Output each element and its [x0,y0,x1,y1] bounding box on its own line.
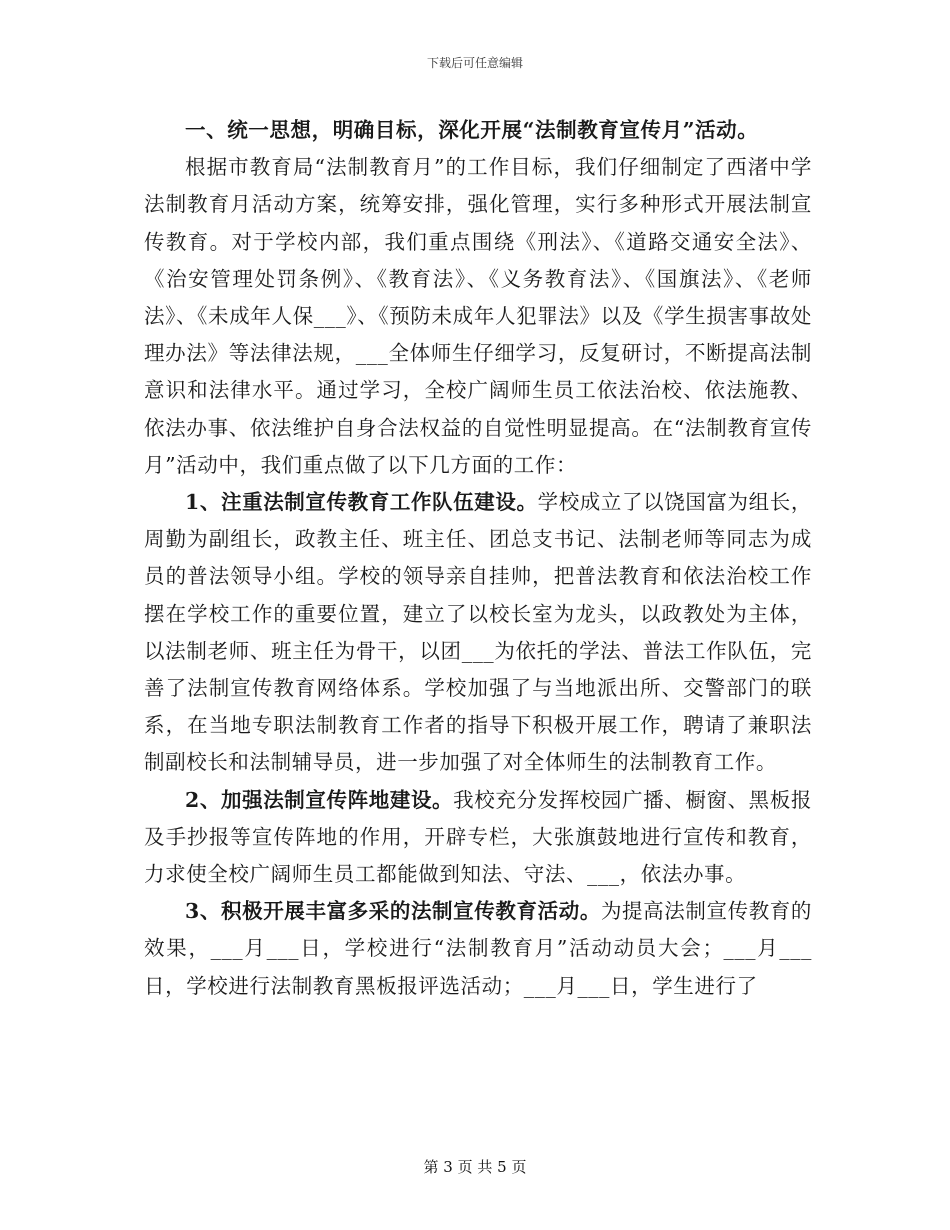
intro-paragraph: 根据市教育局“法制教育月”的工作目标，我们仔细制定了西渚中学法制教育月活动方案，统筹安排，强化管理，实行多种形式开展法制宣传教育。对于学校内部，我们重点围绕《刑法》、《道路交通安全法》、《治安管理处罚条例》、《教育法》、《义务教育法》、《国旗法》、《老师法》、《未成年人保___》、《预防未成年人犯罪法》以及《学生损害事故处理办法》等法律法规，___全体师生仔细学习，反复研讨，不断提高法制意识和法律水平。通过学习，全校广阔师生员工依法治校、依法施教、依法办事、依法维护自身合法权益的自觉性明显提高。在“法制教育宣传月”活动中，我们重点做了以下几方面的工作： [144,155,812,477]
item-paragraph-3 [144,893,812,1005]
item-title-2: 2、加强法制宣传阵地建设。 [185,787,454,812]
item-body-3: 为提高法制宣传教育的效果，___月___日，学校进行“法制教育月”活动动员大会；___月___日，学校进行法制教育黑板报评选活动；___月___日，学生进行了 [144,899,813,998]
section-heading: 一、统一思想，明确目标，深化开展“法制教育宣传月”活动。 [185,118,759,142]
item-body-1: 学校成立了以饶国富为组长，周勤为副组长，政教主任、班主任、团总支书记、法制老师等同志为成员的普法领导小组。学校的领导亲自挂帅，把普法教育和依法治校工作摆在学校工作的重要位置，建立了以校长室为龙头，以政教处为主体，以法制老师、班主任为骨干，以团___为依托的学法、普法工作队伍，完善了法制宣传教育网络体系。学校加强了与当地派出所、交警部门的联系，在当地专职法制教育工作者的指导下积极开展工作，聘请了兼职法制副校长和法制辅导员，进一步加强了对全体师生的法制教育工作。 [144,490,812,775]
page-footer: 第 3 页 共 5 页 [423,1158,527,1176]
page-header-note: 下载后可任意编辑 [426,56,523,70]
item-paragraph-1 [144,484,812,782]
item-title-3: 3、积极开展丰富多采的法制宣传教育活动。 [185,899,601,924]
item-body-2: 我校充分发挥校园广播、橱窗、黑板报及手抄报等宣传阵地的作用，开辟专栏，大张旗鼓地进行宣传和教育，力求使全校广阔师生员工都能做到知法、守法、___，依法办事。 [144,787,812,887]
item-paragraph-2 [144,782,812,894]
item-title-1: 1、注重法制宣传教育工作队伍建设。 [185,490,538,515]
document-body [144,112,812,1005]
